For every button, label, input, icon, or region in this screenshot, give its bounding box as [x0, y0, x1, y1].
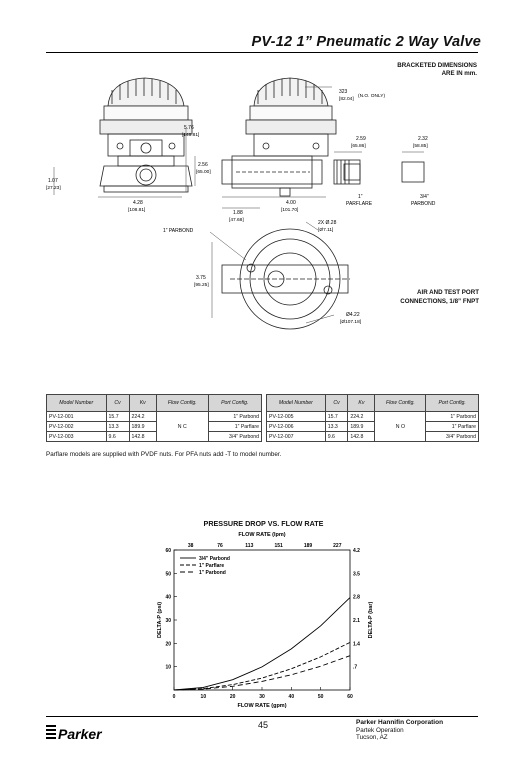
svg-text:PARFLARE — [346, 201, 373, 207]
table-cell: 142.8 — [348, 432, 375, 442]
top-tick-label: 113 — [245, 543, 254, 549]
table-cell: 224.2 — [348, 412, 375, 422]
table-row — [267, 412, 479, 422]
series-line — [174, 642, 350, 690]
dim-label: 1” — [358, 194, 363, 200]
dim-label: 1.07 — [48, 178, 58, 184]
dim-label: [65.86] — [351, 144, 366, 149]
right-tick-label: 4.2 — [353, 548, 360, 554]
top-tick-label: 227 — [333, 543, 342, 549]
note-line: AIR AND TEST PORT — [417, 289, 479, 296]
dim-label: PARFLARE — [346, 201, 373, 207]
svg-text:[47.68] — [229, 217, 244, 223]
series-line — [174, 656, 350, 690]
table-cell: 13.3 — [325, 422, 348, 432]
series-line — [174, 598, 350, 690]
svg-text:2X Ø.28 — [318, 220, 337, 226]
logo-text: Parker — [58, 726, 102, 742]
table-cell: 189.9 — [348, 422, 375, 432]
table-cell: 15.7 — [325, 412, 348, 422]
table-row — [47, 412, 262, 422]
table-header: Flow Config. — [156, 395, 208, 412]
pressure-drop-chart — [150, 528, 380, 714]
dim-label: 2X Ø.28 — [318, 220, 337, 226]
table-cell: PV-12-001 — [47, 412, 107, 422]
table-cell: 1” Parbond — [208, 412, 261, 422]
svg-text:323 — [339, 89, 348, 95]
y-tick-label: 20 — [165, 641, 171, 648]
division: Partek Operation — [356, 726, 404, 734]
valve-front-view — [100, 78, 192, 192]
dim-label: 4.00 — [286, 200, 296, 206]
x-tick-label: 60 — [347, 694, 353, 700]
dim-label: 2.32 — [418, 136, 428, 142]
table-cell: PV-12-007 — [267, 432, 326, 442]
x-tick-label: 50 — [317, 694, 324, 700]
dim-label: PARBOND — [411, 201, 436, 207]
parflare-fitting — [334, 160, 360, 184]
spec-table-no — [266, 394, 479, 442]
dim-label: [108.81] — [128, 208, 146, 213]
note-line: BRACKETED DIMENSIONS — [397, 62, 477, 69]
svg-text:2.56 — [198, 162, 208, 168]
dim-label: 1” PARBOND — [163, 228, 194, 234]
y-tick-label: 50 — [165, 571, 171, 578]
table-cell: 1” Parbond — [426, 412, 479, 422]
table-header: Model Number — [267, 395, 326, 412]
dim-label: 3/4” — [420, 194, 429, 200]
footer-rule — [46, 716, 478, 717]
chart-title: PRESSURE DROP VS. FLOW RATE — [203, 519, 324, 528]
svg-text:[82.04] — [339, 96, 354, 102]
header-rule — [46, 52, 478, 53]
svg-text:[58.85] — [413, 143, 428, 149]
table-header: Port Config. — [426, 395, 479, 412]
top-axis-label: FLOW RATE (lpm) — [238, 532, 286, 538]
legend-label: 3/4" Parbond — [199, 556, 230, 562]
svg-text:(N.O. ONLY) — [358, 93, 385, 99]
table-cell: 3/4” Parbond — [426, 432, 479, 442]
svg-text:1.07 — [48, 178, 58, 184]
y-tick-label: 10 — [165, 664, 171, 671]
right-tick-label: 1.4 — [353, 641, 360, 648]
table-cell: 142.8 — [129, 432, 156, 442]
note-line: CONNECTIONS, 1/8” FNPT — [400, 298, 479, 305]
dim-label: [95.25] — [194, 283, 209, 288]
legend-label: 1" Parbond — [199, 570, 226, 576]
page-number: 45 — [258, 720, 269, 730]
spec-table-nc — [46, 394, 262, 442]
dim-label: (N.O. ONLY) — [358, 94, 386, 99]
svg-text:Ø4.22 — [346, 312, 360, 318]
table-row — [47, 432, 262, 442]
table-header: Cv — [106, 395, 129, 412]
table-cell: N O — [375, 412, 426, 442]
parbond-fitting — [402, 162, 424, 182]
dim-label: 2.56 — [198, 162, 208, 168]
valve-top-view — [222, 229, 350, 329]
table-cell: PV-12-003 — [47, 432, 107, 442]
dim-label: [27.23] — [46, 186, 61, 191]
note-line: ARE IN mm. — [441, 70, 477, 77]
top-tick-label: 189 — [303, 543, 313, 549]
dim-label: 3.75 — [196, 275, 206, 281]
x-tick-label: 10 — [200, 694, 207, 700]
dim-label: [146.81] — [182, 133, 200, 138]
x-tick-label: 20 — [229, 694, 236, 700]
right-tick-label: 2.8 — [353, 594, 360, 601]
y-axis-label: DELTA-P (psi) — [157, 601, 163, 639]
svg-text:3/4” — [420, 194, 429, 200]
table-cell: 1” Parflare — [426, 422, 479, 432]
table-cell: 9.6 — [106, 432, 129, 442]
table-row — [267, 432, 479, 442]
svg-text:[108.81] — [128, 207, 145, 213]
svg-text:[Ø107.18] — [340, 319, 361, 325]
dim-label: [58.85] — [413, 144, 428, 149]
table-header: Kv — [348, 395, 375, 412]
valve-side-view — [222, 78, 336, 196]
right-tick-label: 2.1 — [353, 618, 360, 624]
right-tick-label: .7 — [353, 664, 358, 671]
dim-label: 1.88 — [233, 210, 243, 216]
legend-label: 1" Parflare — [199, 563, 225, 569]
svg-text:[146.81] — [182, 132, 199, 138]
table-header: Kv — [129, 395, 156, 412]
valve-drawing — [0, 60, 527, 390]
table-cell: N C — [156, 412, 208, 442]
table-cell: 224.2 — [129, 412, 156, 422]
dim-label: [Ø107.18] — [340, 320, 362, 325]
table-cell: 13.3 — [106, 422, 129, 432]
y-tick-label: 30 — [165, 618, 171, 624]
table-cell: PV-12-005 — [267, 412, 326, 422]
right-tick-label: 3.5 — [353, 571, 360, 578]
company-name: Parker Hannifin Corporation — [356, 719, 444, 726]
parker-logo — [46, 723, 108, 745]
dim-label: Ø4.22 — [346, 312, 360, 318]
table-cell: 1” Parflare — [208, 422, 261, 432]
svg-text:2.59 — [356, 136, 366, 142]
table-cell: PV-12-006 — [267, 422, 326, 432]
svg-text:4.00 — [286, 200, 296, 206]
x-axis-label: FLOW RATE (gpm) — [237, 703, 287, 709]
table-header: Model Number — [47, 395, 107, 412]
svg-text:1” — [358, 194, 363, 200]
table-cell: 15.7 — [106, 412, 129, 422]
table-cell: 9.6 — [325, 432, 348, 442]
svg-text:[95.25] — [194, 282, 209, 288]
top-tick-label: 151 — [274, 543, 283, 549]
svg-text:[Ø7.11] — [318, 227, 333, 233]
page-title: PV-12 1” Pneumatic 2 Way Valve — [251, 34, 481, 50]
y-tick-label: 40 — [165, 594, 171, 601]
city: Tucson, AZ — [356, 734, 388, 741]
svg-text:4.28 — [133, 200, 143, 206]
dim-label: [101.70] — [281, 208, 299, 213]
table-row — [47, 422, 262, 432]
table-cell: 189.9 — [129, 422, 156, 432]
svg-text:[65.86] — [351, 143, 366, 149]
table-header: Cv — [325, 395, 348, 412]
air-port-note — [400, 288, 479, 306]
table-header: Flow Config. — [375, 395, 426, 412]
x-tick-label: 30 — [259, 694, 265, 700]
top-tick-label: 38 — [187, 543, 194, 549]
svg-text:[65.00] — [196, 169, 211, 175]
svg-text:2.32 — [418, 136, 428, 142]
table-row — [267, 422, 479, 432]
svg-text:5.76 — [184, 125, 194, 131]
company-info — [356, 719, 443, 742]
y-tick-label: 60 — [165, 548, 171, 554]
table-cell: 3/4” Parbond — [208, 432, 261, 442]
svg-text:[101.70] — [281, 207, 298, 213]
dim-label: [82.04] — [339, 97, 354, 102]
y-axis-label-right: DELTA-P (bar) — [368, 601, 374, 639]
svg-text:PARBOND — [411, 201, 436, 207]
dim-label: [65.00] — [196, 170, 211, 175]
dim-label: [47.68] — [229, 218, 244, 223]
svg-text:3.75 — [196, 275, 206, 281]
svg-text:1” PARBOND — [163, 228, 194, 234]
dim-label: 4.28 — [133, 200, 143, 206]
dim-label: 2.59 — [356, 136, 366, 142]
svg-text:1.88 — [233, 210, 243, 216]
x-tick-label: 40 — [288, 694, 295, 700]
svg-text:[27.23] — [46, 185, 61, 191]
top-tick-label: 76 — [217, 543, 223, 549]
x-tick-label: 0 — [172, 694, 176, 700]
table-header: Port Config. — [208, 395, 261, 412]
dim-label: 5.76 — [184, 125, 194, 131]
dim-label: 323 — [339, 89, 348, 95]
dim-label: [Ø7.11] — [318, 228, 334, 233]
table-cell: PV-12-002 — [47, 422, 107, 432]
pfa-note: Parflare models are supplied with PVDF nuts. For PFA nuts add -T to model number. — [46, 451, 282, 458]
